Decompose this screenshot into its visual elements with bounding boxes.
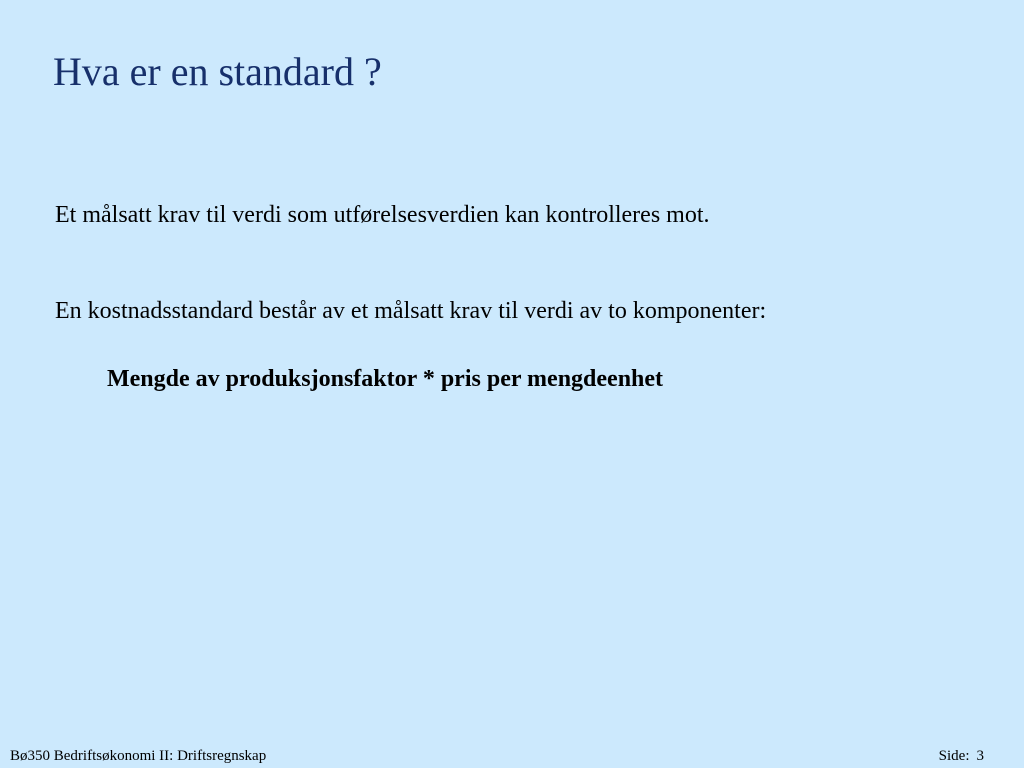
page-number: 3 xyxy=(976,748,984,764)
footer-page xyxy=(939,747,984,765)
slide-title: Hva er en standard ? xyxy=(53,49,382,94)
definition-text: Et målsatt krav til verdi som utførelsesverdien kan kontrolleres mot. xyxy=(55,202,710,228)
formula-text: Mengde av produksjonsfaktor * pris per mengdeenhet xyxy=(107,366,664,392)
page-label: Side: xyxy=(938,748,970,764)
footer-course: Bø350 Bedriftsøkonomi II: Driftsregnskap xyxy=(10,748,267,764)
cost-standard-text: En kostnadsstandard består av et målsatt krav til verdi av to komponenter: xyxy=(55,298,767,324)
